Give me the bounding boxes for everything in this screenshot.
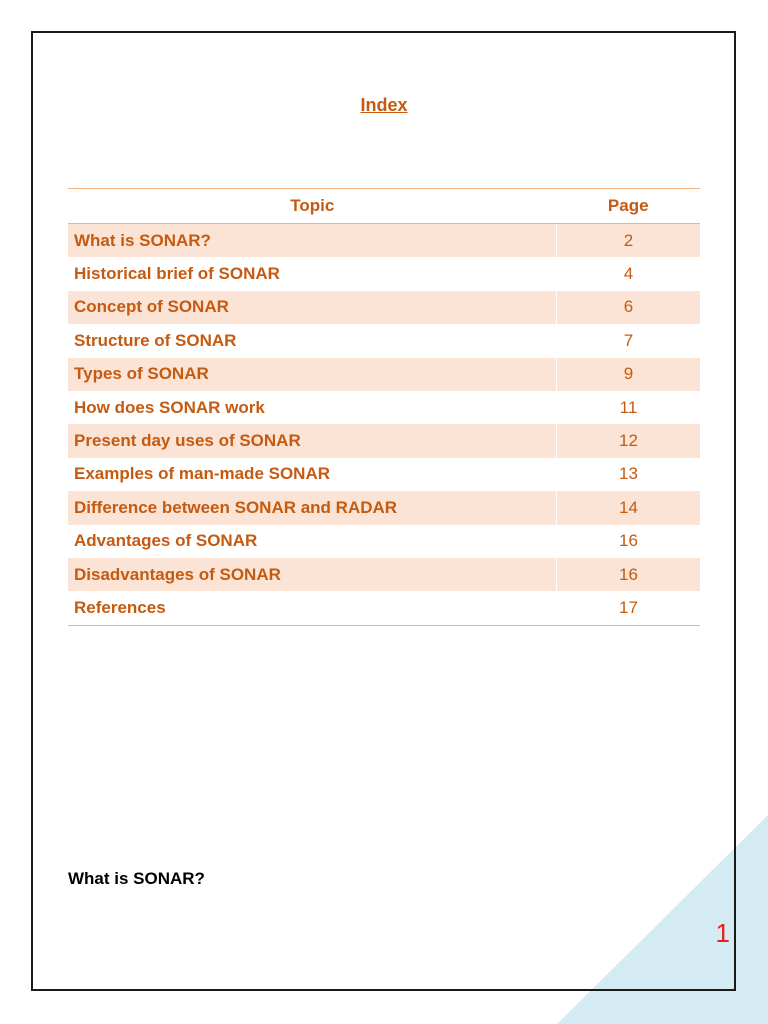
topic-cell: Present day uses of SONAR: [68, 424, 557, 457]
table-row: [68, 424, 700, 457]
index-table: [68, 188, 700, 626]
page-cell: 16: [557, 525, 701, 558]
table-row: [68, 391, 700, 424]
topic-column-header: Topic: [68, 189, 557, 224]
index-title: Index: [360, 95, 408, 115]
table-row: [68, 291, 700, 324]
table-row: [68, 491, 700, 524]
page-number: 1: [715, 918, 730, 948]
table-header-row: [68, 189, 700, 224]
page-cell: 9: [557, 358, 701, 391]
table-row: [68, 525, 700, 558]
table-row: [68, 358, 700, 391]
page-cell: 6: [557, 291, 701, 324]
topic-cell: What is SONAR?: [68, 224, 557, 258]
topic-cell: Disadvantages of SONAR: [68, 558, 557, 591]
table-row: [68, 558, 700, 591]
table-row: [68, 224, 700, 258]
page-column-header: Page: [557, 189, 701, 224]
page-cell: 17: [557, 591, 701, 625]
section-heading: What is SONAR?: [68, 869, 205, 888]
table-row: [68, 257, 700, 290]
topic-cell: Historical brief of SONAR: [74, 264, 280, 284]
topic-cell: Advantages of SONAR: [74, 531, 258, 551]
page-cell: 12: [557, 424, 701, 457]
topic-cell: Concept of SONAR: [68, 291, 557, 324]
page-cell: 11: [557, 391, 701, 424]
topic-cell: References: [68, 591, 557, 625]
topic-cell: Examples of man-made SONAR: [74, 464, 331, 484]
topic-cell: Structure of SONAR: [74, 330, 237, 350]
topic-cell: Difference between SONAR and RADAR: [68, 491, 557, 524]
table-row: [68, 458, 700, 491]
page-cell: 2: [557, 224, 701, 258]
topic-cell: Types of SONAR: [68, 358, 557, 391]
topic-cell: How does SONAR work: [74, 397, 265, 417]
table-row: [68, 591, 700, 625]
page-cell: 14: [557, 491, 701, 524]
table-row: [68, 324, 700, 357]
page-cell: 13: [557, 458, 701, 491]
page-cell: 7: [557, 324, 701, 357]
page-cell: 16: [557, 558, 701, 591]
page-cell: 4: [557, 257, 701, 290]
